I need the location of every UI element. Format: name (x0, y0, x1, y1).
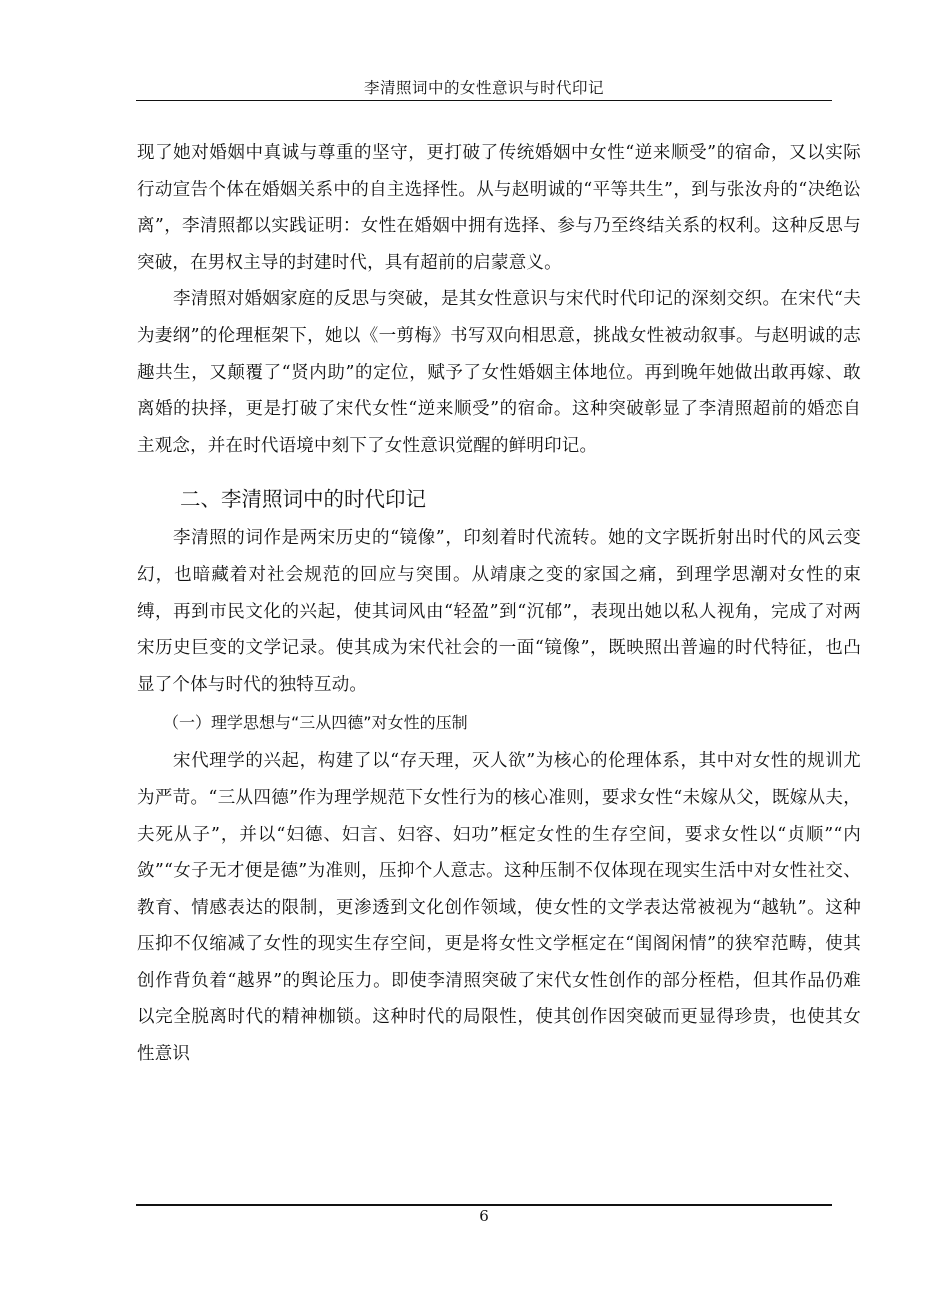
page-number: 6 (479, 1207, 489, 1225)
subsection-heading: （一）理学思想与“三从四德”对女性的压制 (163, 713, 468, 733)
page-body (137, 135, 861, 1073)
section-heading: 二、李清照词中的时代印记 (180, 487, 426, 512)
footer-rule (136, 1204, 832, 1206)
page-header (136, 72, 832, 102)
running-header-title: 李清照词中的女性意识与时代印记 (363, 79, 604, 97)
paragraph-summary: 李清照对婚姻家庭的反思与突破，是其女性意识与宋代时代印记的深刻交织。在宋代“夫为妻纲”的伦理框架下，她以《一剪梅》书写双向相思意，挑战女性被动叙事。与赵明诚的志趣共生，又颠覆了“贤内助”的定位，赋予了女性婚姻主体地位。再到晚年她做出敢再嫁、敢离婚的抉择，更是打破了宋代女性“逆来顺受”的宿命。这种突破彰显了李清照超前的婚恋自主观念，并在时代语境中刻下了女性意识觉醒的鲜明印记。 (137, 289, 861, 456)
header-rule (136, 100, 832, 101)
paragraph-continued: 现了她对婚姻中真诚与尊重的坚守，更打破了传统婚姻中女性“逆来顺受”的宿命，又以实际行动宣告个体在婚姻关系中的自主选择性。从与赵明诚的“平等共生”，到与张汝舟的“决绝讼离”，李清照都以实践证明：女性在婚姻中拥有选择、参与乃至终结关系的权利。这种反思与突破，在男权主导的封建时代，具有超前的启蒙意义。 (137, 143, 861, 273)
paragraph-subsection: 宋代理学的兴起，构建了以“存天理，灭人欲”为核心的伦理体系，其中对女性的规训尤为严苛。“三从四德”作为理学规范下女性行为的核心准则，要求女性“未嫁从父，既嫁从夫，夫死从子”，并以“妇德、妇言、妇容、妇功”框定女性的生存空间，要求女性以“贞顺”“内敛”“女子无才便是德”为准则，压抑个人意志。这种压制不仅体现在现实生活中对女性社交、教育、情感表达的限制，更渗透到文化创作领域，使女性的文学表达常被视为“越轨”。这种压抑不仅缩减了女性的现实生存空间，更是将女性文学框定在“闺阁闲情”的狭窄范畴，使其创作背负着“越界”的舆论压力。即使李清照突破了宋代女性创作的部分桎梏，但其作品仍难以完全脱离时代的精神枷锁。这种时代的局限性，使其创作因突破而更显得珍贵，也使其女性意识 (137, 751, 861, 1065)
paragraph-section-intro: 李清照的词作是两宋历史的“镜像”，印刻着时代流转。她的文字既折射出时代的风云变幻，也暗藏着对社会规范的回应与突围。从靖康之变的家国之痛，到理学思潮对女性的束缚，再到市民文化的兴起，使其词风由“轻盈”到“沉郁”，表现出她以私人视角，完成了对两宋历史巨变的文学记录。使其成为宋代社会的一面“镜像”，既映照出普遍的时代特征，也凸显了个体与时代的独特互动。 (137, 528, 861, 695)
